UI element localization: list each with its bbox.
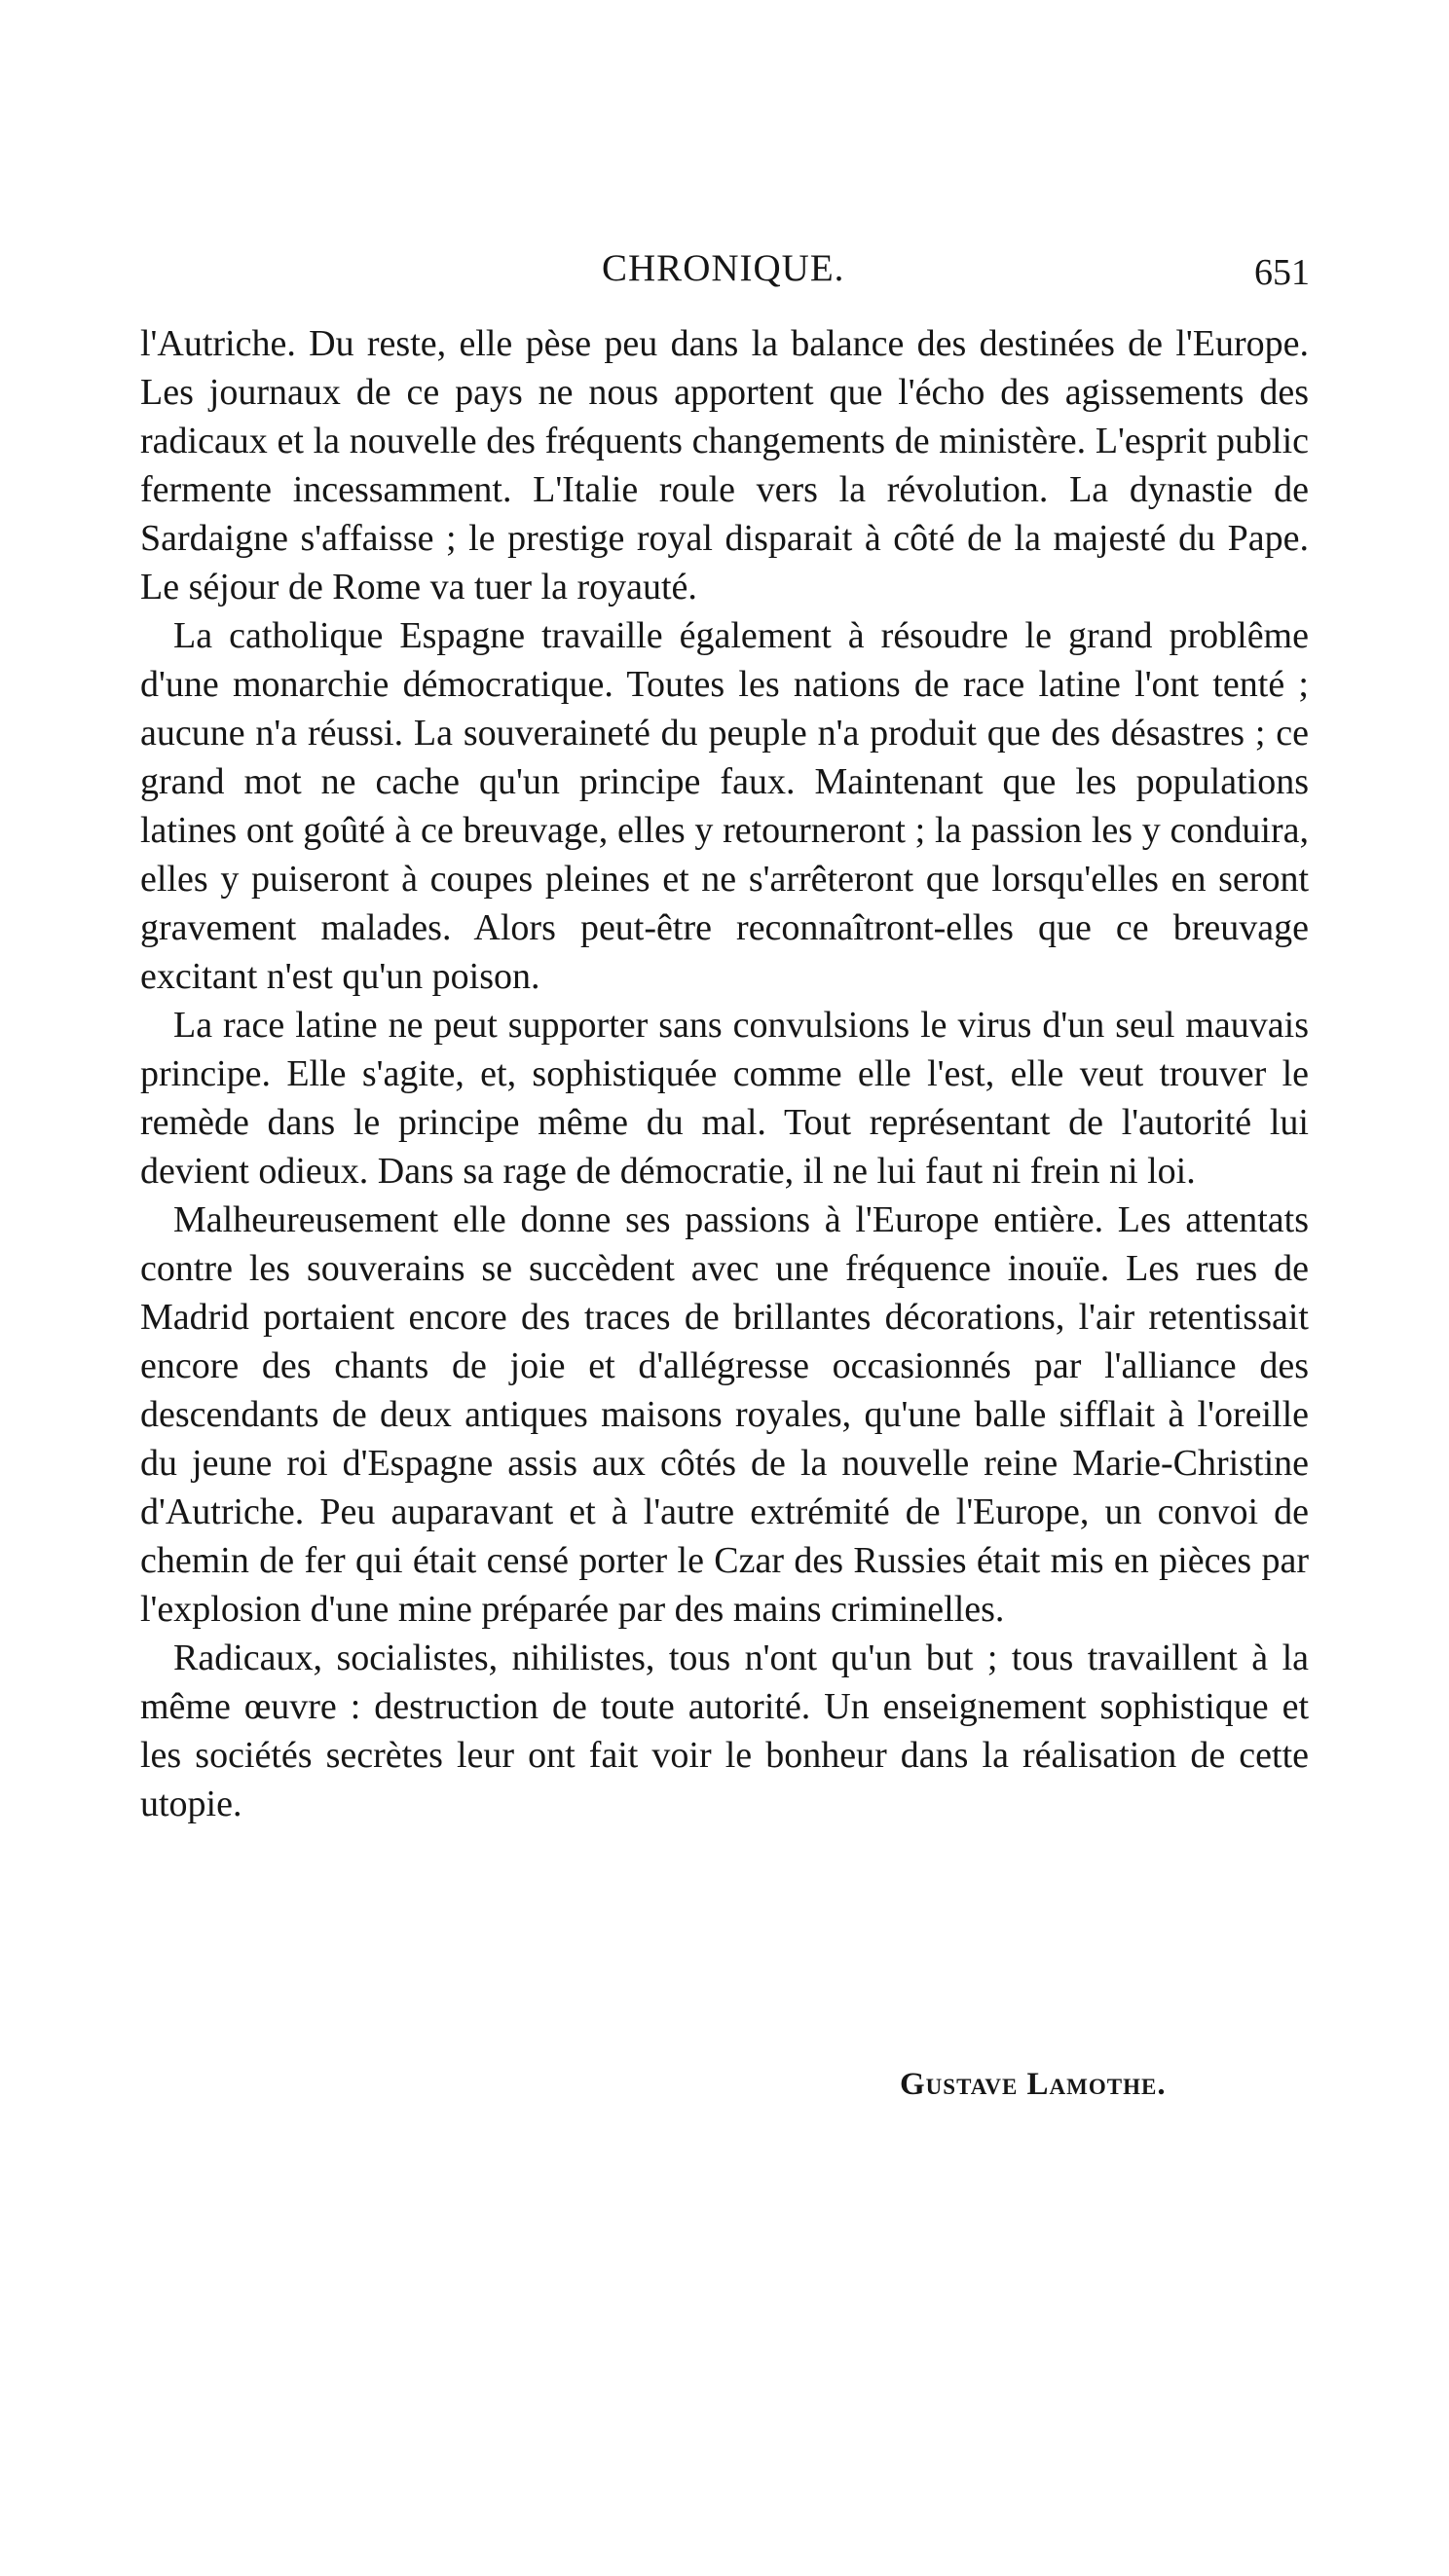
paragraph-3: La race latine ne peut supporter sans convulsions le virus d'un seul mauvais principe. Elle s'agite, et, sophistiquée comme elle l'est, elle veut trouver le remède dans le principe même du mal. Tout représentant de l'autorité lui devient odieux. Dans sa rage de démocratie, il ne lui faut ni frein ni loi.: [140, 1005, 1309, 1192]
author-signature: Gustave Lamothe.: [900, 2067, 1167, 2102]
page-number: 651: [1254, 252, 1310, 293]
paragraph-5: Radicaux, socialistes, nihilistes, tous n'ont qu'un but ; tous travaillent à la même œuvre : destruction de toute autorité. Un enseignement sophistique et les sociétés secrètes leur ont fait voir le bonheur dans la réalisation de cette utopie.: [140, 1638, 1309, 1824]
body-text: [140, 319, 1309, 1828]
running-title: CHRONIQUE.: [602, 247, 845, 289]
paragraph-1: l'Autriche. Du reste, elle pèse peu dans la balance des destinées de l'Europe. Les journaux de ce pays ne nous apportent que l'écho des agissements des radicaux et la nouvelle des fréquents changements de ministère. L'esprit public fermente incessamment. L'Italie roule vers la révolution. La dynastie de Sardaigne s'affaisse ; le prestige royal disparait à côté de la majesté du Pape. Le séjour de Rome va tuer la royauté.: [140, 323, 1309, 607]
paragraph-4: Malheureusement elle donne ses passions à l'Europe entière. Les attentats contre les souverains se succèdent avec une fréquence inouïe. Les rues de Madrid portaient encore des traces de brillantes décorations, l'air retentissait encore des chants de joie et d'allégresse occasionnés par l'alliance des descendants de deux antiques maisons royales, qu'une balle sifflait à l'oreille du jeune roi d'Espagne assis aux côtés de la nouvelle reine Marie-Christine d'Autriche. Peu auparavant et à l'autre extrémité de l'Europe, un convoi de chemin de fer qui était censé porter le Czar des Russies était mis en pièces par l'explosion d'une mine préparée par des mains criminelles.: [140, 1199, 1309, 1630]
paragraph-2: La catholique Espagne travaille également à résoudre le grand problême d'une monarchie démocratique. Toutes les nations de race latine l'ont tenté ; aucune n'a réussi. La souveraineté du peuple n'a produit que des désastres ; ce grand mot ne cache qu'un principe faux. Maintenant que les populations latines ont goûté à ce breuvage, elles y retourneront ; la passion les y conduira, elles y puiseront à coupes pleines et ne s'arrêteront que lorsqu'elles en seront gravement malades. Alors peut-être reconnaîtront-elles que ce breuvage excitant n'est qu'un poison.: [140, 615, 1309, 997]
running-head: [0, 239, 1449, 298]
